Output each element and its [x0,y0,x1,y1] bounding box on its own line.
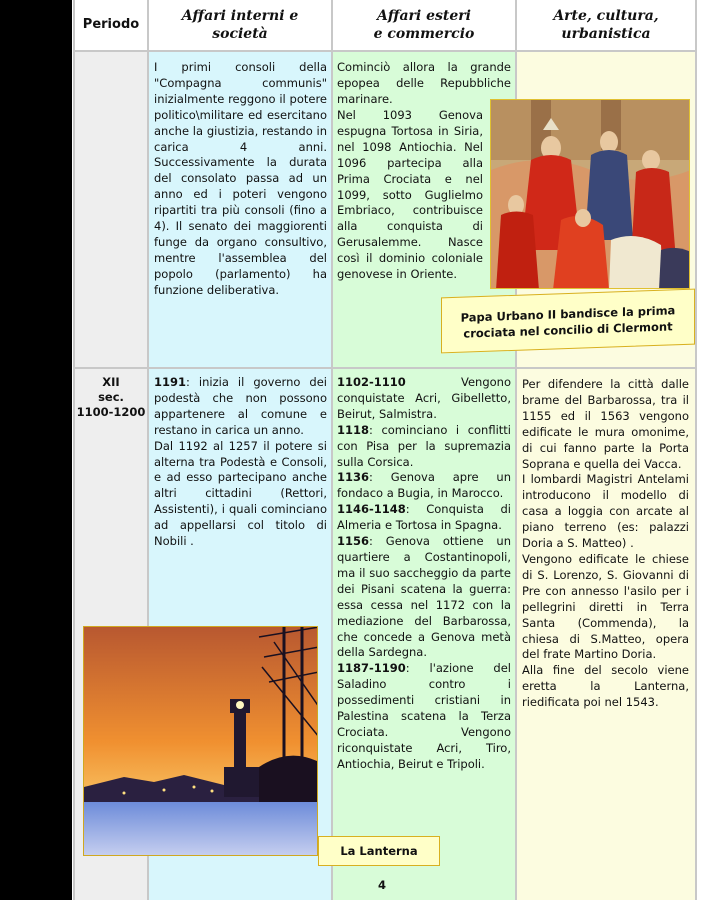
grid-hline-row-separator [74,367,696,369]
row1-interni-text [154,60,327,299]
header-periodo [74,0,148,52]
esteri-item-3 [337,470,511,502]
row1-esteri-intro: Cominciò allora la grande epopea delle Repubbliche marinare. [337,60,511,106]
year-1191: 1191 [154,375,187,389]
grid-vline-3 [331,0,333,900]
header-arte [516,0,696,52]
row2-interni-p1 [154,375,327,439]
row2-arte-text [522,377,689,711]
esteri-item-2 [337,423,511,471]
arte-p4: Alla fine del secolo viene eretta la Lanterna, riedificata poi nel 1543. [522,663,689,710]
year-1136: 1136 [337,470,370,485]
esteri-item-3-text: : Genova apre un fondaco a Bugia, in Marocco. [337,470,511,501]
arte-p3: Vengono edificate le chiese di S. Lorenzo, S. Giovanni di Pre con annesso l'asilo per i pellegrini diretti in Terra Santa (Commenda), la chiesa di S.Matteo, opera del frate Martino Doria. [522,551,689,662]
esteri-item-2-text: : cominciano i conflitti con Pisa per la supremazia sulla Corsica. [337,422,511,469]
year-1146-1148: 1146-1148 [337,502,406,517]
lanterna-caption [318,836,440,866]
grid-vline-1 [73,0,75,900]
painting-icon [491,100,690,289]
row2-esteri-text [337,375,511,773]
year-1102-1110: 1102-1110 [337,375,406,389]
row2-interni-text [154,375,327,550]
header-interni-line2: società [212,26,268,42]
page-number: 4 [377,878,386,892]
year-1187-1190: 1187-1190 [337,661,406,676]
esteri-item-4 [337,502,511,534]
row1-esteri-rest-text [337,108,483,283]
esteri-item-4-text: : Conquista di Almeria e Tortosa in Spagna. [337,502,511,533]
header-arte-line1: Arte, cultura, [553,8,659,24]
lanterna-image-icon [84,627,318,856]
arte-p2: I lombardi Magistri Antelami introducono il modello di casa a loggia con arcate al piano terreno (es: palazzi Doria a S. Matteo) . [522,472,689,551]
header-arte-line2: urbanistica [561,26,651,42]
esteri-item-5 [337,534,511,661]
esteri-item-1-text: Vengono conquistate Acri, Gibelletto, Beirut, Salmistra. [337,375,511,421]
row2-interni-p1-text: : inizia il governo dei podestà che non possono appartenere al comune e restano in carica un anno. [154,375,327,437]
periodo-years: 1100-1200 [76,405,146,419]
pope-urbano-painting [490,99,690,289]
periodo-century: XII [102,375,120,389]
row1-interni-paragraph: I primi consoli della "Compagna communis" inizialmente reggono il potere politico\militare ed esercitano anche la giustizia, restando in carica 4 anni. Successivamente la durata del consolato passa ad un anno ed i poteri vengono ripartiti tra più consoli (fino a 4). Il senato dei maggiorenti funge da organo consultivo, mentre l'assemblea del popolo (parlamento) ha funzione deliberativa. [154,60,327,297]
esteri-item-6-text: : l'azione del Saladino contro i possedimenti cristiani in Palestina scatena la Terza Crociata. Vengono riconquistate Acri, Tiro, Antiochia, Beirut e Tripoli. [337,661,511,771]
left-black-bar [0,0,72,900]
pope-painting-caption [441,289,695,354]
row2-interni-p2: Dal 1192 al 1257 il potere si alterna tra Podestà e Consoli, e ad esso partecipano anche altri cittadini (Rettori, Assistenti), i quali cominciano ad appellarsi col titolo di Nobili . [154,438,327,549]
row1-esteri-paragraph: Nel 1093 Genova espugna Tortosa in Siria, nel 1098 Antiochia. Nel 1096 partecipa alla Prima Crociata e nel 1099, sotto Guglielmo Embriaco, contribuisce alla conquista di Gerusalemme. Nasce così il dominio coloniale genovese in Oriente. [337,108,483,282]
header-esteri-line1: Affari esteri [377,8,471,24]
esteri-item-1 [337,375,511,423]
row1-esteri-top-text [337,60,511,108]
arte-p1: Per difendere la città dalle brame del Barbarossa, tra il 1155 ed il 1563 vengono edificate le mura omonime, di cui fanno parte la Porta Soprana e quella dei Vacca. [522,377,689,471]
row2-periodo [76,375,146,420]
esteri-item-6 [337,661,511,772]
lanterna-photo [83,626,318,856]
pope-caption-text: Papa Urbano II bandisce la prima crociata nel concilio di Clermont [460,303,676,341]
lanterna-caption-text: La Lanterna [340,844,418,858]
periodo-sec: sec. [98,390,124,404]
header-affari-esteri [332,0,516,52]
header-interni-line1: Affari interni e [181,8,299,24]
header-esteri-line2: e commercio [373,26,475,42]
year-1156: 1156 [337,534,370,549]
year-1118: 1118 [337,422,370,437]
header-affari-interni [148,0,332,52]
header-periodo-label: Periodo [82,17,140,32]
grid-vline-5 [695,0,697,900]
esteri-item-5-text: : Genova ottiene un quartiere a Costantinopoli, ma il suo saccheggio da parte dei Pisani scatena la guerra: essa cessa nel 1172 con la mediazione del Barbarossa, che concede a Genova metà della Sardegna. [337,534,511,660]
